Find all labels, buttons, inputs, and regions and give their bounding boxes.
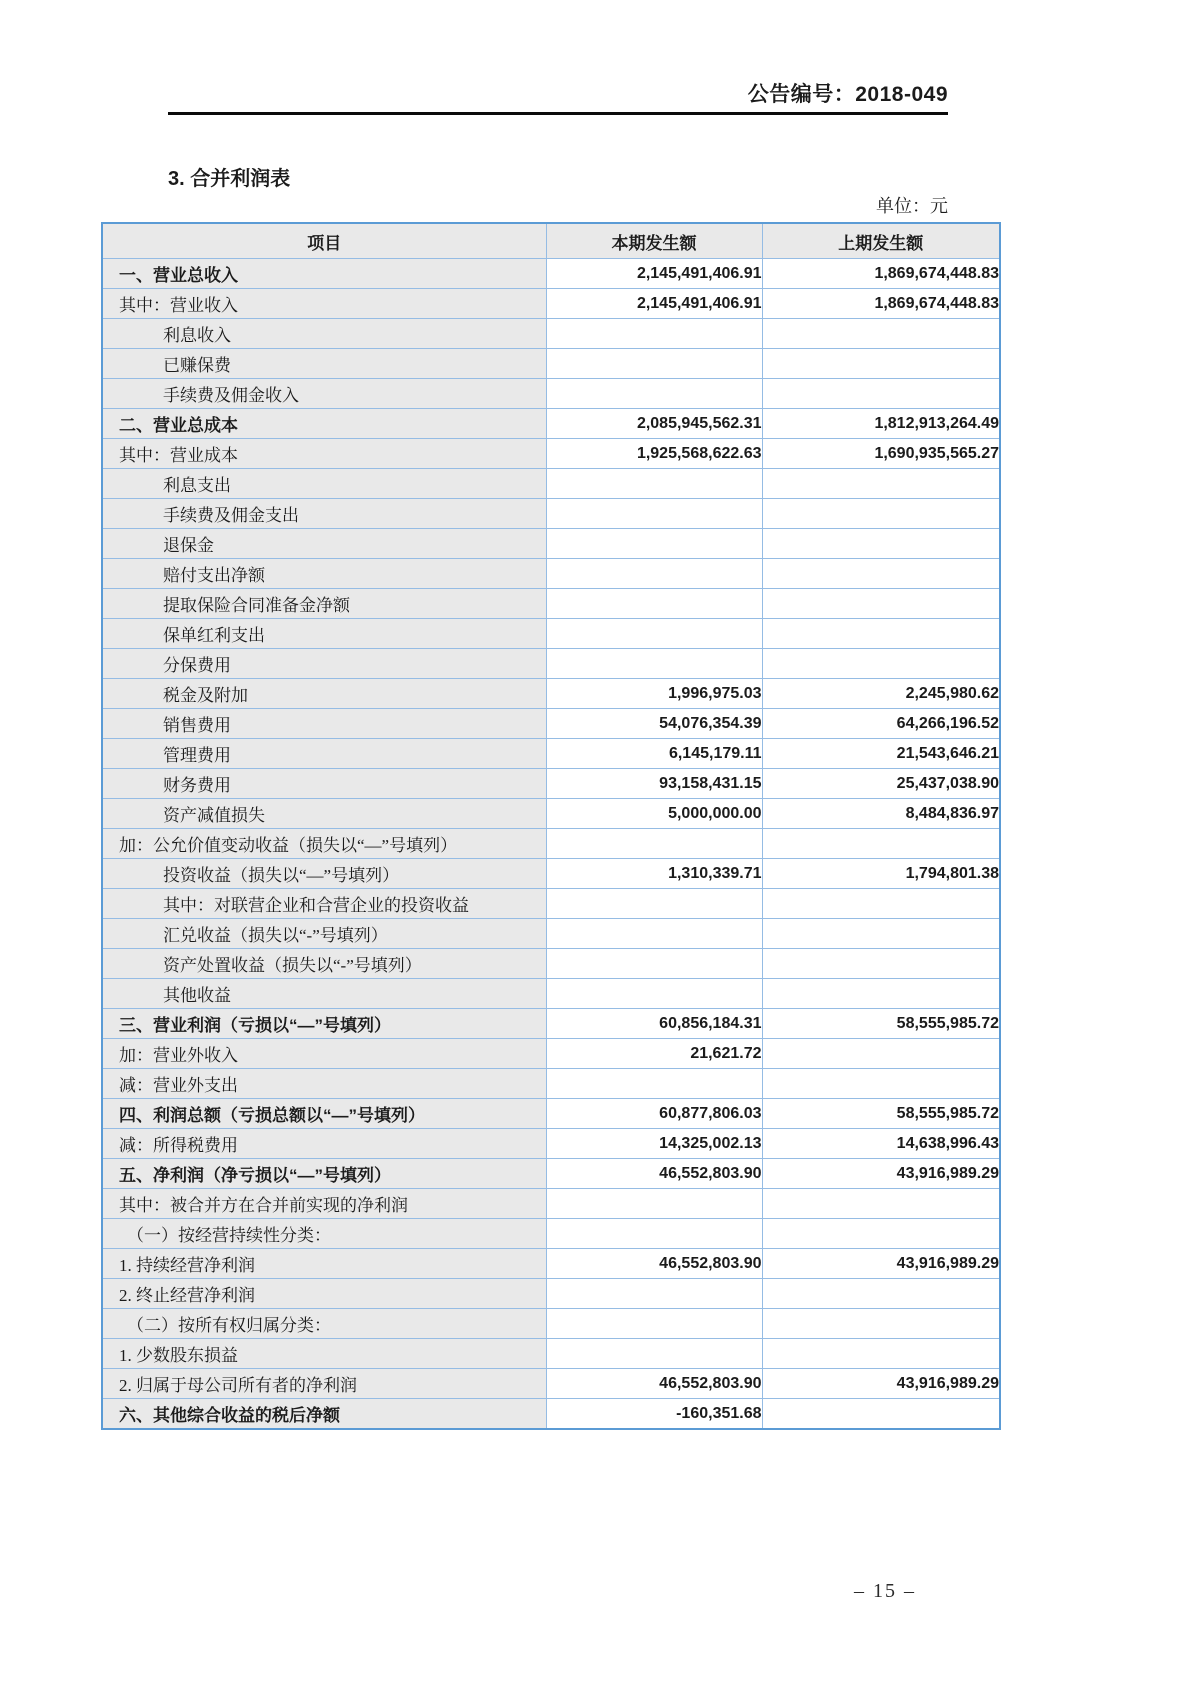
column-header-current-period: 本期发生额	[546, 223, 762, 259]
table-row	[102, 649, 1000, 679]
prior-period-value	[762, 649, 1000, 679]
row-label: （二）按所有权归属分类：	[102, 1309, 546, 1339]
row-label: 管理费用	[102, 739, 546, 769]
table-row	[102, 1099, 1000, 1129]
row-label: 手续费及佣金支出	[102, 499, 546, 529]
row-label: 二、营业总成本	[102, 409, 546, 439]
current-period-value: 46,552,803.90	[546, 1369, 762, 1399]
table-row	[102, 349, 1000, 379]
row-label: 手续费及佣金收入	[102, 379, 546, 409]
current-period-value	[546, 379, 762, 409]
current-period-value	[546, 589, 762, 619]
row-label: 2. 终止经营净利润	[102, 1279, 546, 1309]
current-period-value: 1,996,975.03	[546, 679, 762, 709]
prior-period-value: 1,690,935,565.27	[762, 439, 1000, 469]
current-period-value	[546, 1219, 762, 1249]
current-period-value: 2,085,945,562.31	[546, 409, 762, 439]
prior-period-value	[762, 979, 1000, 1009]
current-period-value: 60,877,806.03	[546, 1099, 762, 1129]
table-row	[102, 1219, 1000, 1249]
current-period-value: 46,552,803.90	[546, 1159, 762, 1189]
prior-period-value: 2,245,980.62	[762, 679, 1000, 709]
current-period-value	[546, 979, 762, 1009]
header-rule	[168, 112, 948, 115]
row-label: 分保费用	[102, 649, 546, 679]
table-row	[102, 889, 1000, 919]
prior-period-value: 8,484,836.97	[762, 799, 1000, 829]
prior-period-value: 1,812,913,264.49	[762, 409, 1000, 439]
row-label: 销售费用	[102, 709, 546, 739]
current-period-value: 2,145,491,406.91	[546, 289, 762, 319]
table-row	[102, 559, 1000, 589]
table-row	[102, 769, 1000, 799]
table-row	[102, 739, 1000, 769]
row-label: 减：所得税费用	[102, 1129, 546, 1159]
prior-period-value: 21,543,646.21	[762, 739, 1000, 769]
prior-period-value: 43,916,989.29	[762, 1159, 1000, 1189]
prior-period-value	[762, 619, 1000, 649]
prior-period-value	[762, 379, 1000, 409]
table-row	[102, 799, 1000, 829]
row-label: 税金及附加	[102, 679, 546, 709]
prior-period-value	[762, 349, 1000, 379]
current-period-value	[546, 319, 762, 349]
table-row	[102, 1009, 1000, 1039]
current-period-value	[546, 649, 762, 679]
table-row	[102, 499, 1000, 529]
prior-period-value	[762, 1309, 1000, 1339]
current-period-value: 1,310,339.71	[546, 859, 762, 889]
table-row	[102, 289, 1000, 319]
row-label: 1. 少数股东损益	[102, 1339, 546, 1369]
table-row	[102, 679, 1000, 709]
announcement-number: 公告编号：2018-049	[747, 83, 948, 106]
current-period-value	[546, 829, 762, 859]
column-header-prior-period: 上期发生额	[762, 223, 1000, 259]
current-period-value: -160,351.68	[546, 1399, 762, 1430]
prior-period-value	[762, 1189, 1000, 1219]
table-row	[102, 319, 1000, 349]
prior-period-value: 58,555,985.72	[762, 1099, 1000, 1129]
table-row	[102, 619, 1000, 649]
row-label: （一）按经营持续性分类：	[102, 1219, 546, 1249]
prior-period-value: 64,266,196.52	[762, 709, 1000, 739]
table-header-row	[102, 223, 1000, 259]
table-row	[102, 1039, 1000, 1069]
prior-period-value: 43,916,989.29	[762, 1249, 1000, 1279]
current-period-value: 2,145,491,406.91	[546, 259, 762, 289]
table-row	[102, 1129, 1000, 1159]
row-label: 六、其他综合收益的税后净额	[102, 1399, 546, 1430]
prior-period-value	[762, 529, 1000, 559]
row-label: 四、利润总额（亏损总额以“—”号填列）	[102, 1099, 546, 1129]
table-row	[102, 379, 1000, 409]
table-row	[102, 529, 1000, 559]
row-label: 利息支出	[102, 469, 546, 499]
row-label: 投资收益（损失以“—”号填列）	[102, 859, 546, 889]
prior-period-value	[762, 1069, 1000, 1099]
prior-period-value	[762, 499, 1000, 529]
income-table-body	[102, 259, 1000, 1430]
row-label: 其中：营业收入	[102, 289, 546, 319]
current-period-value: 1,925,568,622.63	[546, 439, 762, 469]
current-period-value	[546, 619, 762, 649]
row-label: 其他收益	[102, 979, 546, 1009]
row-label: 其中：营业成本	[102, 439, 546, 469]
table-row	[102, 919, 1000, 949]
row-label: 五、净利润（净亏损以“—”号填列）	[102, 1159, 546, 1189]
prior-period-value: 43,916,989.29	[762, 1369, 1000, 1399]
row-label: 其中：对联营企业和合营企业的投资收益	[102, 889, 546, 919]
prior-period-value	[762, 1219, 1000, 1249]
current-period-value	[546, 1339, 762, 1369]
current-period-value	[546, 1309, 762, 1339]
prior-period-value: 1,869,674,448.83	[762, 289, 1000, 319]
table-row	[102, 1309, 1000, 1339]
table-row	[102, 1069, 1000, 1099]
current-period-value	[546, 1069, 762, 1099]
prior-period-value: 25,437,038.90	[762, 769, 1000, 799]
current-period-value	[546, 889, 762, 919]
current-period-value	[546, 469, 762, 499]
current-period-value	[546, 949, 762, 979]
current-period-value	[546, 349, 762, 379]
row-label: 资产减值损失	[102, 799, 546, 829]
row-label: 汇兑收益（损失以“-”号填列）	[102, 919, 546, 949]
prior-period-value	[762, 589, 1000, 619]
table-row	[102, 1369, 1000, 1399]
row-label: 三、营业利润（亏损以“—”号填列）	[102, 1009, 546, 1039]
prior-period-value	[762, 919, 1000, 949]
current-period-value: 93,158,431.15	[546, 769, 762, 799]
prior-period-value	[762, 319, 1000, 349]
prior-period-value: 14,638,996.43	[762, 1129, 1000, 1159]
prior-period-value: 1,794,801.38	[762, 859, 1000, 889]
row-label: 加：公允价值变动收益（损失以“—”号填列）	[102, 829, 546, 859]
row-label: 保单红利支出	[102, 619, 546, 649]
column-header-item: 项目	[102, 223, 546, 259]
table-row	[102, 1399, 1000, 1430]
current-period-value	[546, 529, 762, 559]
table-row	[102, 949, 1000, 979]
row-label: 提取保险合同准备金净额	[102, 589, 546, 619]
prior-period-value	[762, 469, 1000, 499]
prior-period-value	[762, 1039, 1000, 1069]
table-row	[102, 1159, 1000, 1189]
current-period-value	[546, 919, 762, 949]
current-period-value: 21,621.72	[546, 1039, 762, 1069]
table-row	[102, 1189, 1000, 1219]
current-period-value: 14,325,002.13	[546, 1129, 762, 1159]
prior-period-value	[762, 1399, 1000, 1430]
income-statement-table	[101, 222, 1001, 1430]
table-row	[102, 1279, 1000, 1309]
row-label: 加：营业外收入	[102, 1039, 546, 1069]
page-number: – 15 –	[854, 1580, 916, 1602]
page-title: 3. 合并利润表	[168, 168, 291, 190]
prior-period-value	[762, 949, 1000, 979]
table-row	[102, 409, 1000, 439]
row-label: 财务费用	[102, 769, 546, 799]
table-row	[102, 439, 1000, 469]
row-label: 资产处置收益（损失以“-”号填列）	[102, 949, 546, 979]
current-period-value: 6,145,179.11	[546, 739, 762, 769]
current-period-value	[546, 499, 762, 529]
row-label: 其中：被合并方在合并前实现的净利润	[102, 1189, 546, 1219]
table-row	[102, 1339, 1000, 1369]
table-row	[102, 709, 1000, 739]
row-label: 减：营业外支出	[102, 1069, 546, 1099]
table-row	[102, 469, 1000, 499]
prior-period-value: 1,869,674,448.83	[762, 259, 1000, 289]
row-label: 2. 归属于母公司所有者的净利润	[102, 1369, 546, 1399]
prior-period-value	[762, 889, 1000, 919]
row-label: 赔付支出净额	[102, 559, 546, 589]
prior-period-value: 58,555,985.72	[762, 1009, 1000, 1039]
prior-period-value	[762, 559, 1000, 589]
prior-period-value	[762, 829, 1000, 859]
table-row	[102, 979, 1000, 1009]
table-row	[102, 829, 1000, 859]
row-label: 利息收入	[102, 319, 546, 349]
table-row	[102, 589, 1000, 619]
row-label: 已赚保费	[102, 349, 546, 379]
current-period-value	[546, 559, 762, 589]
current-period-value	[546, 1279, 762, 1309]
current-period-value: 54,076,354.39	[546, 709, 762, 739]
current-period-value: 46,552,803.90	[546, 1249, 762, 1279]
table-row	[102, 1249, 1000, 1279]
current-period-value: 5,000,000.00	[546, 799, 762, 829]
unit-label: 单位：元	[876, 196, 948, 216]
row-label: 退保金	[102, 529, 546, 559]
table-row	[102, 859, 1000, 889]
prior-period-value	[762, 1279, 1000, 1309]
row-label: 一、营业总收入	[102, 259, 546, 289]
current-period-value: 60,856,184.31	[546, 1009, 762, 1039]
prior-period-value	[762, 1339, 1000, 1369]
table-row	[102, 259, 1000, 289]
current-period-value	[546, 1189, 762, 1219]
row-label: 1. 持续经营净利润	[102, 1249, 546, 1279]
